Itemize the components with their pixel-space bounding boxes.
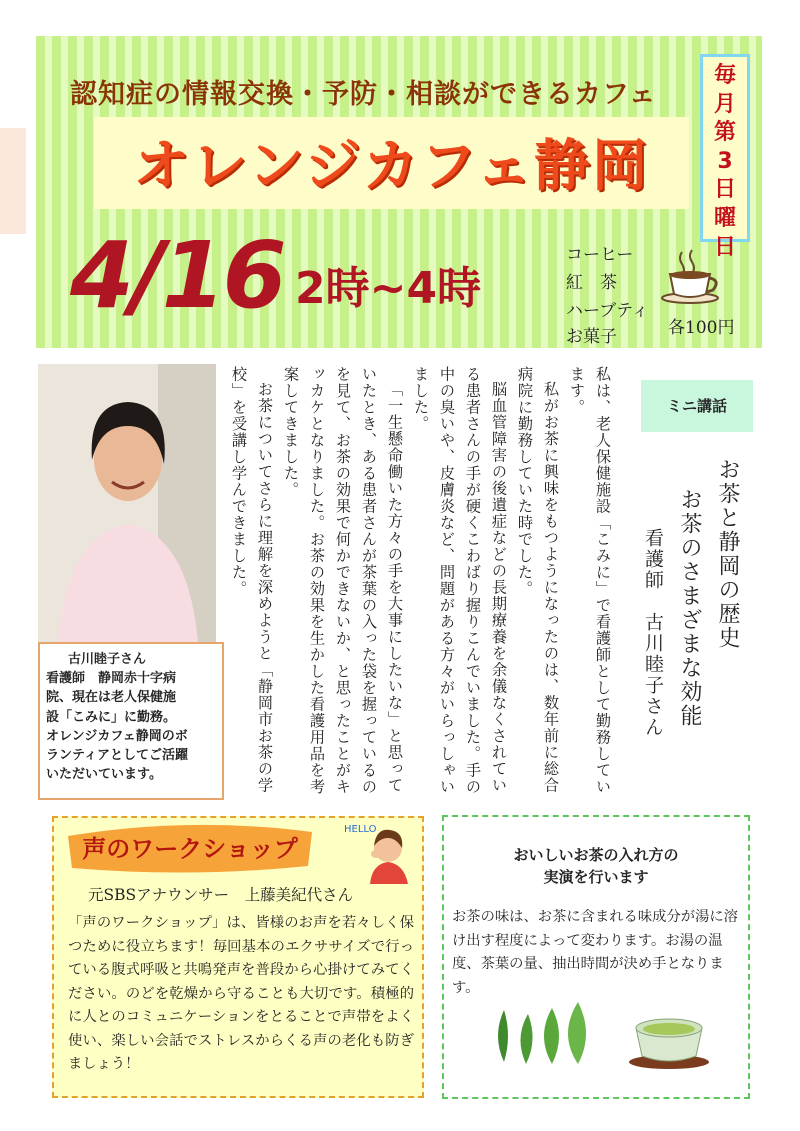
monthly-schedule [700, 62, 750, 262]
profile-line: 設「こみに」に勤務。 [46, 709, 177, 725]
tea-demo-title [446, 845, 746, 889]
profile-line: 看護師 静岡赤十字病 [46, 671, 177, 687]
monthly-text: 毎月第3日曜日 [713, 63, 736, 260]
header-subtitle: 認知症の情報交換・予防・相談ができるカフェ [70, 79, 657, 110]
lecture-title: お茶と静岡の歴史 [715, 458, 740, 650]
tea-demo-body: お茶の味は、お茶に含まれる味成分が湯に溶け出す程度によって変わります。お湯の温度、茶葉の量、抽出時間が決め手となります。 [452, 909, 738, 996]
speaking-girl-icon [342, 818, 414, 884]
lecture-speaker: 看護師 古川睦子さん [642, 528, 664, 738]
menu-item-tea: 紅 茶 [566, 273, 617, 293]
event-time: 2時~4時 [295, 263, 482, 314]
workshop-body: 「声のワークショップ」は、皆様のお声を若々しく保つために役立ちます！毎回基本のエクササイズで行っている腹式呼吸と共鳴発声を普段から心掛けてみてください。のどを乾燥から守ることも大切です。積極的に人とのコミュニケーションをとることで声帯をよく使い、楽しい会話でストレスからくる声の老化も防ぎましょう！ [68, 915, 414, 1072]
profile-line: 院、現在は老人保健施 [46, 690, 177, 706]
workshop-banner [62, 822, 318, 874]
tea-leaves-icon [490, 996, 596, 1070]
tea-demo-title-line: おいしいお茶の入れ方の [513, 846, 679, 864]
page-title: オレンジカフェ静岡 [133, 134, 650, 199]
tea-cup-icon [626, 1006, 712, 1070]
lecture-paragraph: 脳血管障害の後遺症などの長期療養を余儀なくされている患者さんの手が硬くこわばり握りこんでいました。手の中の臭いや、皮膚炎など、問題がある方々がいらっしゃいました。 [412, 366, 508, 795]
menu-item-coffee: コーヒー [566, 245, 634, 265]
profile-line: いただいています。 [46, 767, 162, 783]
menu-item-herbtea: ハーブティ [566, 301, 649, 321]
event-date: 4/16 [70, 222, 284, 329]
lecture-subtitle: お茶のさまざまな効能 [677, 488, 702, 728]
workshop-speaker: 元SBSアナウンサー 上藤美紀代さん [88, 886, 354, 904]
lecture-paragraph: お茶についてさらに理解を深めようと「静岡市お茶の学校」を受講し学んできました。 [230, 366, 274, 794]
profile-caption [46, 650, 224, 785]
lecture-paragraph: 私がお茶に興味をもつようになったのは、数年前に総合病院に勤務していた時でした。 [516, 366, 560, 794]
tea-demo-title-line: 実演を行います [543, 867, 649, 886]
profile-line: オレンジカフェ静岡のボ [46, 728, 188, 744]
speaker-portrait-illustration [38, 364, 216, 642]
lecture-paragraph: 「一生懸命働いた方々の手を大事にしたいな」と思っていたとき、ある患者さんが茶葉の入った袋を握っているのを見て、お茶の効果で何かできないか、と思ったことがキッカケとなりました。お茶の効果を生かした看護用品を考案してきました。 [282, 366, 404, 795]
mini-lecture-badge: ミニ講話 [666, 397, 727, 415]
lecture-body [226, 366, 616, 806]
price-label: 各100円 [668, 318, 735, 338]
profile-name: 古川睦子さん [68, 652, 147, 667]
coffee-cup-icon [660, 248, 728, 304]
left-edge-tab [0, 128, 26, 234]
hello-text: HELLO [344, 824, 377, 835]
speaker-photo [38, 364, 216, 642]
lecture-paragraph: 私は、老人保健施設「こみに」で看護師として勤務しています。 [568, 366, 612, 795]
workshop-banner-text: 声のワークショップ [82, 835, 298, 863]
profile-line: ランティアとしてご活躍 [46, 748, 188, 764]
menu-item-sweets: お菓子 [566, 327, 617, 347]
